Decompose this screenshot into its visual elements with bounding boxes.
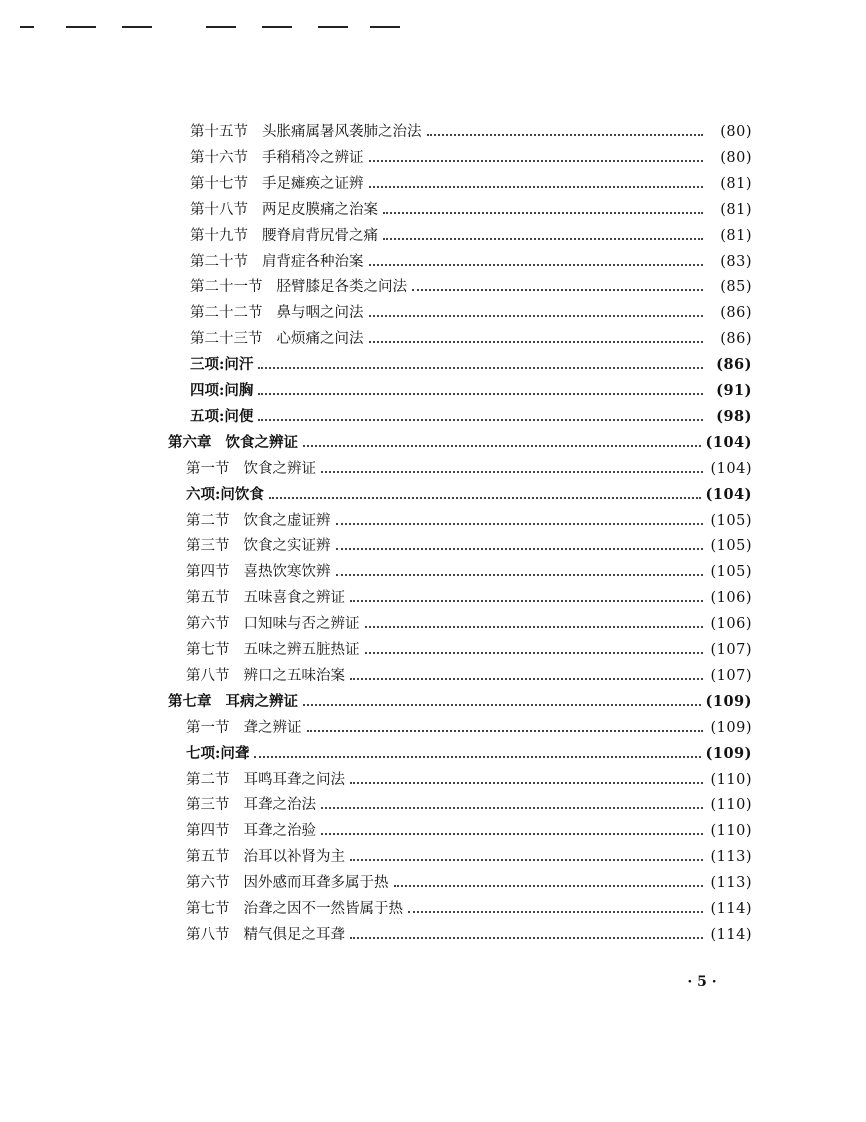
- toc-entry: [186, 714, 752, 738]
- toc-entry: [186, 507, 752, 531]
- dot-leader: [336, 574, 704, 576]
- toc-page-number: (107): [710, 667, 752, 684]
- toc-entry: [190, 222, 752, 246]
- toc-page-number: (105): [710, 538, 752, 555]
- toc-page-number: (86): [720, 331, 752, 348]
- toc-page-number: (109): [710, 719, 752, 736]
- dot-leader: [350, 859, 703, 861]
- toc-page-number: (104): [710, 460, 752, 477]
- toc-page-number: (81): [720, 227, 752, 244]
- toc-title: 耳鸣耳聋之问法: [243, 771, 345, 788]
- dot-leader: [365, 626, 704, 628]
- dot-leader: [350, 600, 703, 602]
- header-dash: [370, 26, 400, 28]
- toc-page-number: (104): [705, 433, 752, 451]
- header-dash: [122, 26, 152, 28]
- dot-leader: [269, 497, 701, 499]
- dot-leader: [383, 212, 703, 214]
- toc-page-number: (98): [716, 407, 752, 425]
- toc-section-number: 第三节: [186, 797, 230, 814]
- toc-title: 肩背症各种治案: [262, 253, 364, 270]
- toc-section-number: 第六章: [168, 433, 212, 451]
- toc-title: 耳病之辨证: [225, 692, 298, 710]
- toc-title: 辨口之五味治案: [243, 667, 345, 684]
- toc-section-number: 第二十三节: [190, 331, 263, 348]
- header-dash: [66, 26, 96, 28]
- dot-leader: [258, 367, 703, 369]
- toc-section-number: 第二节: [186, 512, 230, 529]
- toc-page-number: (91): [716, 382, 752, 399]
- toc-entry: [186, 532, 752, 556]
- toc-title: 饮食之辨证: [225, 433, 298, 451]
- toc-section-number: 第八节: [186, 667, 230, 684]
- toc-section-number: 第十九节: [190, 227, 248, 244]
- toc-title: 六项:问饮食: [186, 485, 264, 503]
- toc-page-number: (86): [720, 305, 752, 322]
- toc-section-number: 第十八节: [190, 201, 248, 218]
- toc-page-number: (80): [720, 149, 752, 166]
- toc-page-number: (114): [710, 901, 752, 917]
- toc-title: 腰脊肩背尻骨之痛: [262, 227, 378, 244]
- toc-section-number: 第十六节: [190, 149, 248, 166]
- toc-entry: [190, 403, 752, 427]
- toc-entry: [186, 817, 752, 841]
- toc-section-number: 第十五节: [190, 124, 248, 140]
- dot-leader: [321, 807, 703, 809]
- toc-entry: [190, 377, 752, 401]
- toc-entry: [186, 584, 752, 608]
- toc-page-number: (86): [716, 356, 752, 374]
- toc-section-number: 第七节: [186, 901, 230, 917]
- toc-page-number: (105): [710, 512, 752, 529]
- toc-title: 耳聋之治验: [243, 823, 316, 840]
- toc-section-number: 第二十节: [190, 253, 248, 270]
- toc-page-number: (114): [710, 926, 752, 943]
- toc-title: 手稍稍冷之辨证: [262, 149, 364, 166]
- toc-title: 五味喜食之辨证: [243, 590, 345, 607]
- toc-title: 胫臂膝足各类之问法: [276, 279, 407, 296]
- header-dash: [20, 26, 34, 28]
- toc-entry: [186, 921, 752, 945]
- toc-entry: [186, 481, 752, 505]
- toc-page-number: (107): [710, 642, 752, 658]
- toc-title: 聋之辨证: [243, 719, 302, 736]
- toc-entry: [186, 662, 752, 686]
- toc-page-number: (104): [705, 485, 752, 503]
- dot-leader: [336, 523, 704, 525]
- dot-leader: [408, 911, 703, 913]
- toc-entry: [186, 455, 752, 479]
- toc-title: 三项:问汗: [190, 356, 254, 374]
- header-dash: [318, 26, 348, 28]
- toc-section-number: 第四节: [186, 564, 230, 581]
- toc-title: 饮食之辨证: [243, 460, 316, 477]
- toc-section-number: 第一节: [186, 460, 230, 477]
- header-dash: [262, 26, 292, 28]
- toc-section-number: 第二十一节: [190, 279, 263, 296]
- dot-leader: [369, 264, 704, 266]
- dot-leader: [321, 833, 703, 835]
- dot-leader: [412, 289, 703, 291]
- toc-page-number: (105): [710, 564, 752, 581]
- dot-leader: [383, 238, 703, 240]
- dot-leader: [307, 730, 704, 732]
- toc-entry: [190, 196, 752, 220]
- dot-leader: [369, 186, 704, 188]
- toc-title: 头胀痛属暑风袭肺之治法: [262, 124, 422, 140]
- dot-leader: [350, 782, 703, 784]
- dot-leader: [350, 937, 703, 939]
- toc-section-number: 第五节: [186, 590, 230, 607]
- page-number: · 5 ·: [687, 974, 717, 990]
- toc-title: 五味之辨五脏热证: [243, 642, 360, 658]
- toc-title: 两足皮膜痛之治案: [262, 201, 378, 218]
- toc-entry: [190, 299, 752, 323]
- dot-leader: [427, 134, 704, 136]
- dot-leader: [336, 548, 704, 550]
- toc-entry: [186, 558, 752, 582]
- toc-page-number: (109): [705, 744, 752, 762]
- dot-leader: [369, 341, 704, 343]
- toc-section-number: 第六节: [186, 875, 230, 892]
- toc-page-number: (110): [710, 797, 752, 814]
- toc-title: 治聋之因不一然皆属于热: [243, 901, 403, 917]
- toc-entry: [186, 895, 752, 919]
- toc-entry: [168, 688, 752, 712]
- toc-title: 口知味与否之辨证: [243, 616, 360, 633]
- toc-entry: [186, 791, 752, 815]
- toc-title: 五项:问便: [190, 407, 254, 425]
- toc-title: 耳聋之治法: [243, 797, 316, 814]
- header-dash: [206, 26, 236, 28]
- toc-entry: [190, 325, 752, 349]
- toc-section-number: 第十七节: [190, 175, 248, 192]
- toc-page-number: (85): [720, 279, 752, 296]
- dot-leader: [258, 393, 703, 395]
- dot-leader: [258, 419, 703, 421]
- toc-page-number: (106): [710, 616, 752, 633]
- dot-leader: [303, 704, 701, 706]
- toc-section-number: 第二十二节: [190, 305, 263, 322]
- dot-leader: [254, 756, 700, 758]
- toc-section-number: 第一节: [186, 719, 230, 736]
- toc-entry: [190, 273, 752, 297]
- toc-title: 喜热饮寒饮辨: [243, 564, 331, 581]
- dot-leader: [303, 445, 701, 447]
- toc-title: 治耳以补肾为主: [243, 849, 345, 866]
- dot-leader: [350, 678, 703, 680]
- toc-entry: [186, 610, 752, 634]
- toc-title: 七项:问聋: [186, 744, 250, 762]
- toc-section-number: 第七章: [168, 692, 212, 710]
- toc-page-number: (109): [705, 692, 752, 710]
- toc-entry: [190, 351, 752, 375]
- toc-entry: [186, 766, 752, 790]
- toc-page-number: (110): [710, 771, 752, 788]
- toc-entry: [186, 869, 752, 893]
- toc-title: 手足瘫痪之证辨: [262, 175, 364, 192]
- toc-entry: [190, 118, 752, 142]
- toc-section-number: 第三节: [186, 538, 230, 555]
- toc-page-number: (113): [710, 849, 752, 866]
- toc-entry: [190, 144, 752, 168]
- toc-title: 精气俱足之耳聋: [243, 926, 345, 943]
- toc-title: 因外感而耳聋多属于热: [243, 875, 389, 892]
- toc-section-number: 第八节: [186, 926, 230, 943]
- toc-page-number: (106): [710, 590, 752, 607]
- toc-title: 心烦痛之问法: [276, 331, 364, 348]
- dot-leader: [369, 315, 704, 317]
- toc-page-number: (83): [720, 253, 752, 270]
- toc-page-number: (81): [720, 201, 752, 218]
- toc-section-number: 第五节: [186, 849, 230, 866]
- toc-title: 鼻与咽之问法: [276, 305, 364, 322]
- toc-page-number: (110): [710, 823, 752, 840]
- toc-section-number: 第六节: [186, 616, 230, 633]
- toc-page-number: (80): [720, 124, 752, 140]
- toc-title: 饮食之虚证辨: [243, 512, 331, 529]
- dot-leader: [369, 160, 704, 162]
- toc-title: 饮食之实证辨: [243, 538, 331, 555]
- toc-title: 四项:问胸: [190, 382, 254, 399]
- toc-entry: [190, 170, 752, 194]
- dot-leader: [365, 652, 704, 654]
- toc-page-number: (81): [720, 175, 752, 192]
- toc-section-number: 第二节: [186, 771, 230, 788]
- toc-entry: [186, 843, 752, 867]
- dot-leader: [321, 471, 703, 473]
- toc-entry: [168, 429, 752, 453]
- toc-page-number: (113): [710, 875, 752, 892]
- toc-entry: [186, 636, 752, 660]
- toc-section-number: 第四节: [186, 823, 230, 840]
- toc-section-number: 第七节: [186, 642, 230, 658]
- dot-leader: [394, 885, 704, 887]
- toc-entry: [190, 248, 752, 272]
- toc-entry: [186, 740, 752, 764]
